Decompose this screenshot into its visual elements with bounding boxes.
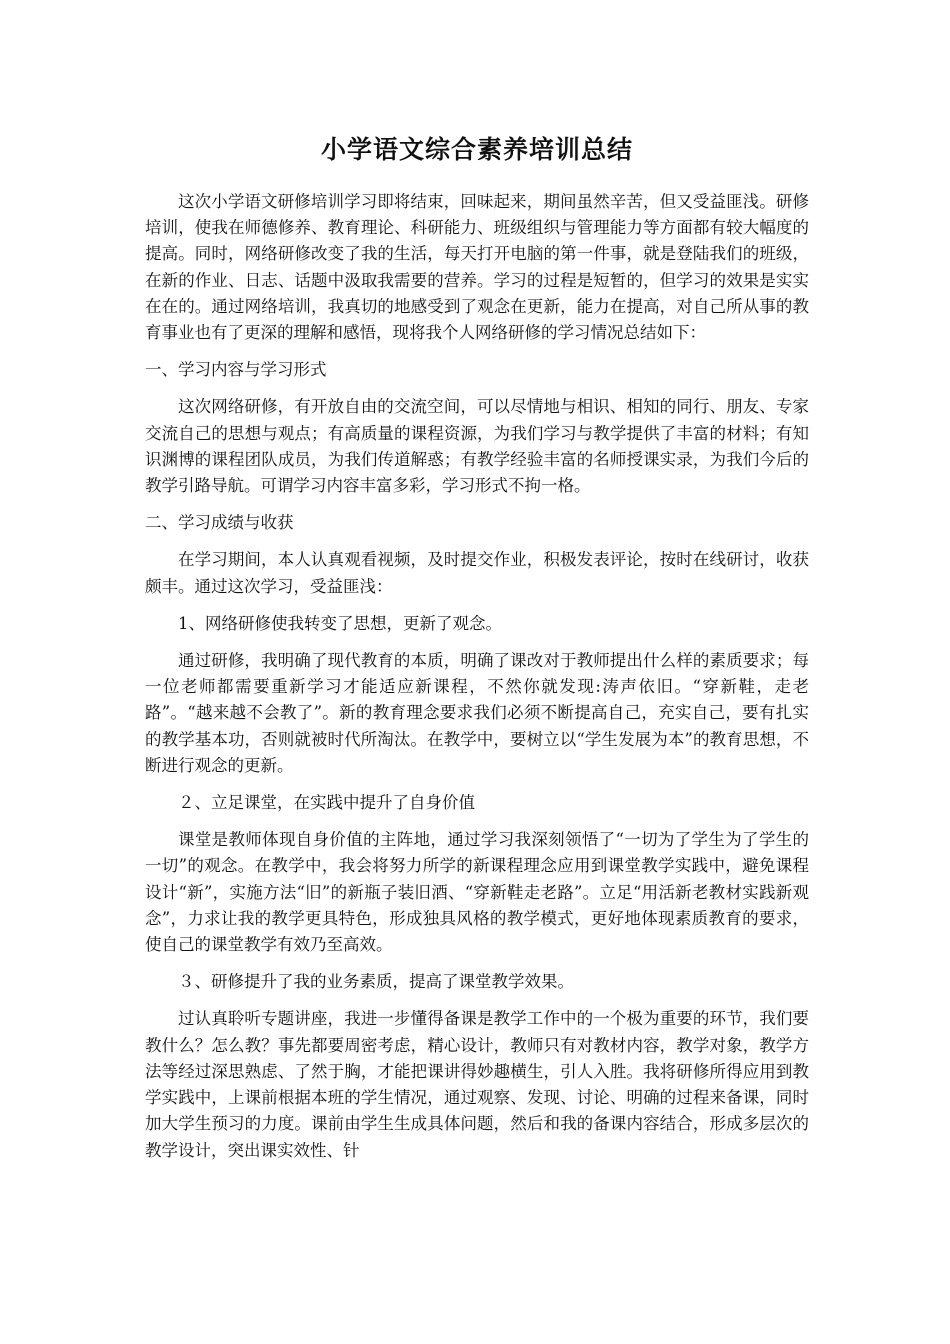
point-1-paragraph: 通过研修，我明确了现代教育的本质，明确了课改对于教师提出什么样的素质要求；每一位老师都需要重新学习才能适应新课程，不然你就发现:涛声依旧。“穿新鞋，走老路”。“越来越不会教了”。新的教育理念要求我们必须不断提高自己，充实自己，要有扎实的教学基本功，否则就被时代所淘汰。在教学中，要树立以“学生发展为本”的教育思想，不断进行观念的更新。 [145,651,809,775]
point-3-paragraph: 过认真聆听专题讲座，我进一步懂得备课是教学工作中的一个极为重要的环节，我们要教什么？怎么教？事先都要周密考虑，精心设计，教师只有对教材内容，教学对象，教学方法等经过深思熟虑、了然于胸，才能把课讲得妙趣横生，引人入胜。我将研修所得应用到教学实践中，上课前根据本班的学生情况，通过观察、发现、讨论、明确的过程来备课，同时加大学生预习的力度。课前由学生生成具体问题，然后和我的备课内容结合，形成多层次的教学设计，突出课实效性、针 [145,1009,809,1160]
section-2-paragraph: 在学习期间，本人认真观看视频，及时提交作业，积极发表评论，按时在线研讨，收获颇丰。通过这次学习，受益匪浅： [145,550,809,596]
section-1-heading: 一、学习内容与学习形式 [145,360,327,380]
point-3-heading: ３、研修提升了我的业务素质，提高了课堂教学效果。 [178,972,574,992]
point-2-paragraph: 课堂是教师体现自身价值的主阵地，通过学习我深刻领悟了“一切为了学生为了学生的一切”的观念。在教学中，我会将努力所学的新课程理念应用到课堂教学实践中，避免课程设计“新”，实施方法“旧”的新瓶子装旧酒、“穿新鞋走老路”。立足“用活新老教材实践新观念”，力求让我的教学更具特色，形成独具风格的教学模式，更好地体现素质教育的要求，使自己的课堂教学有效乃至高效。 [145,830,809,955]
point-2-heading: ２、立足课堂，在实践中提升了自身价值 [178,793,475,813]
section-1-paragraph: 这次网络研修，有开放自由的交流空间，可以尽情地与相识、相知的同行、朋友、专家交流自己的思想与观点；有高质量的课程资源，为我们学习与教学提供了丰富的材料；有知识渊博的课程团队成员，为我们传道解惑；有教学经验丰富的名师授课实录，为我们今后的教学引路导航。可谓学习内容丰富多彩，学习形式不拘一格。 [145,397,809,496]
point-1-heading: 1、网络研修使我转变了思想，更新了观念。 [178,613,502,633]
document-body [145,128,809,1175]
section-2-heading: 二、学习成绩与收获 [145,513,294,533]
intro-paragraph: 这次小学语文研修培训学习即将结束，回味起来，期间虽然辛苦，但又受益匪浅。研修培训，使我在师德修养、教育理论、科研能力、班级组织与管理能力等方面都有较大幅度的提高。同时，网络研修改变了我的生活，每天打开电脑的第一件事，就是登陆我们的班级，在新的作业、日志、话题中汲取我需要的营养。学习的过程是短暂的，但学习的效果是实实在在的。通过网络培训，我真切的地感受到了观念在更新，能力在提高，对自己所从事的教育事业也有了更深的理解和感悟，现将我个人网络研修的学习情况总结如下： [145,192,809,343]
document-title: 小学语文综合素养培训总结 [320,135,633,164]
